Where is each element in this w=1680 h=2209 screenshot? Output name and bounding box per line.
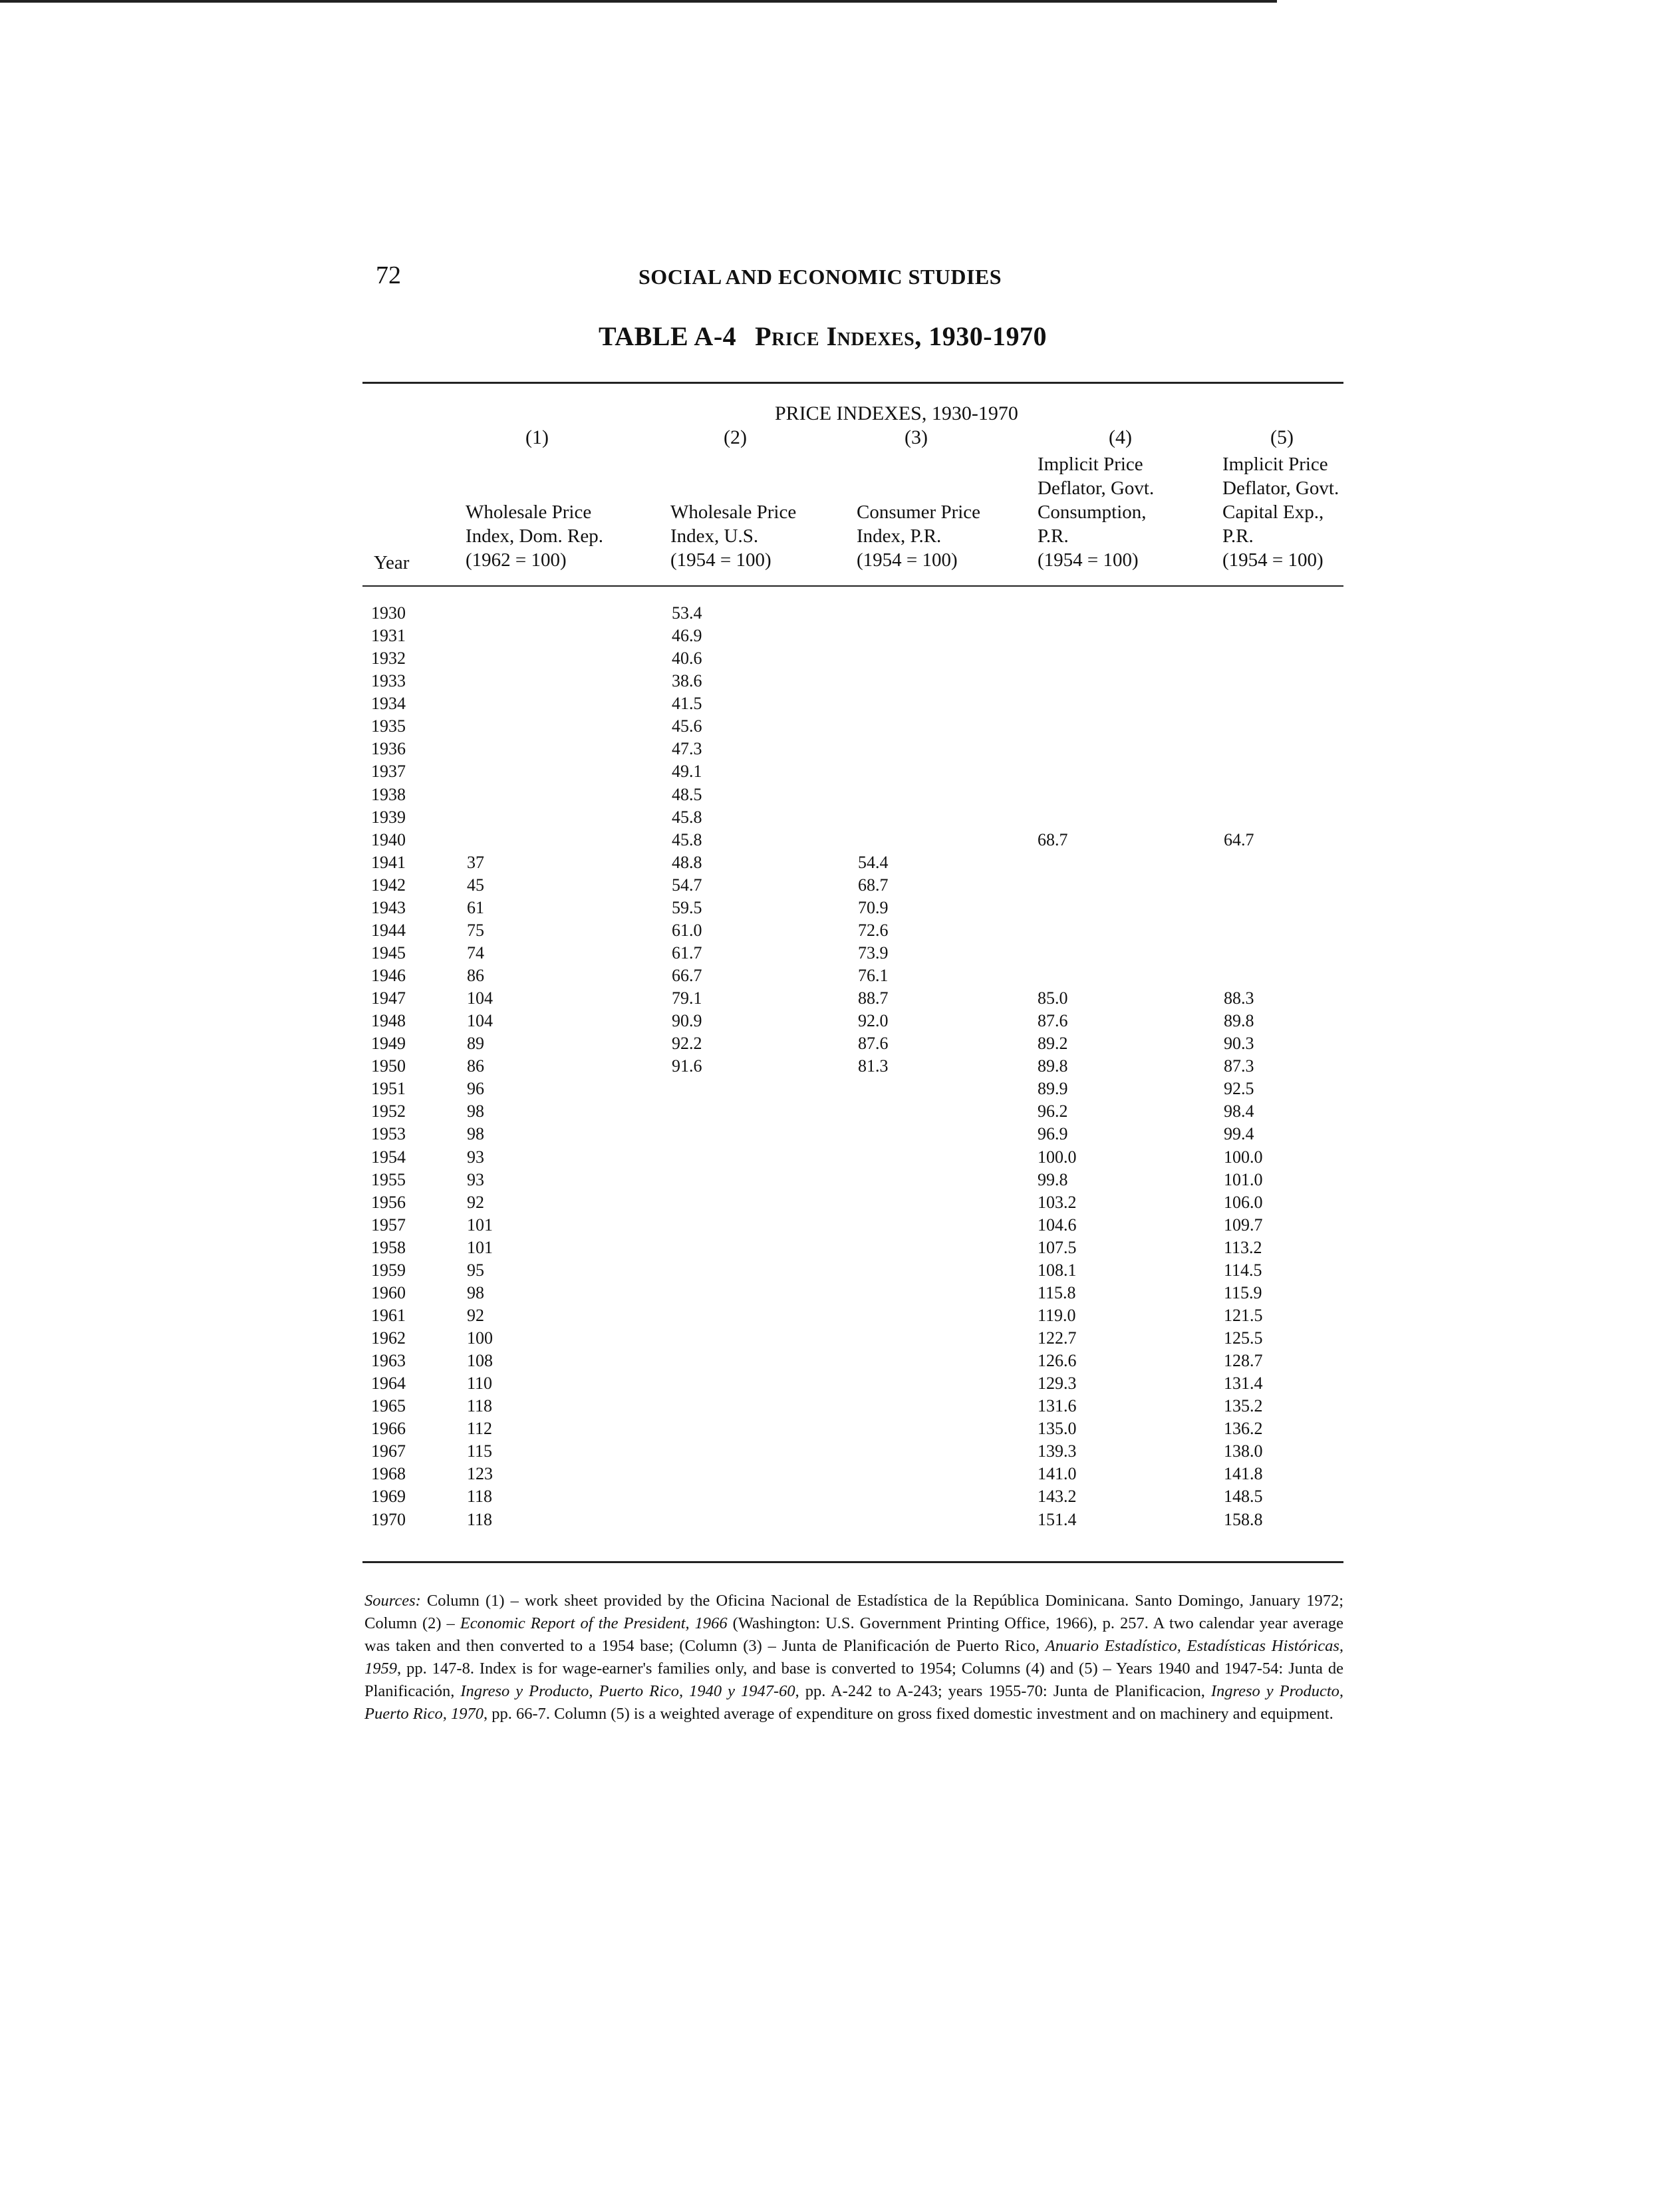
table-cell: 48.5 xyxy=(672,784,702,804)
table-cell xyxy=(858,1123,889,1145)
column-1-header: Wholesale Price Index, Dom. Rep. (1962 = 100) xyxy=(466,502,603,571)
table-cell: 72.6 xyxy=(858,920,889,940)
table-cell xyxy=(1224,670,1263,692)
column-1-number: (1) xyxy=(525,426,549,448)
table-bottom-rule xyxy=(362,1561,1343,1563)
table-cell xyxy=(858,1237,889,1259)
column-4-header: Implicit Price Deflator, Govt. Consumption, P.R. (1954 = 100) xyxy=(1038,454,1155,571)
table-cell: 115 xyxy=(467,1441,493,1461)
table-cell: 40.6 xyxy=(672,649,702,668)
column-2-header: Wholesale Price Index, U.S. (1954 = 100) xyxy=(670,502,797,571)
table-cell: 109.7 xyxy=(1224,1215,1263,1235)
table-cell xyxy=(858,1169,889,1191)
table-cell: 98 xyxy=(467,1124,484,1144)
table-cell: 93 xyxy=(467,1147,484,1167)
year-cell: 1970 xyxy=(371,1509,406,1529)
table-cell: 143.2 xyxy=(1038,1487,1077,1507)
table-cell xyxy=(672,1372,702,1395)
sources-title-2: Anuario Estadístico, Estadísticas Históricas, 1959 xyxy=(364,1637,1343,1678)
table-cell: 92 xyxy=(467,1305,484,1325)
table-cell: 90.3 xyxy=(1224,1034,1254,1054)
column-5-number: (5) xyxy=(1270,426,1294,448)
table-cell xyxy=(1224,715,1263,738)
table-cell: 41.5 xyxy=(672,694,702,714)
table-cell xyxy=(858,1100,889,1123)
table-cell xyxy=(672,1304,702,1327)
table-cell: 100.0 xyxy=(1224,1147,1263,1167)
table-cell: 91.6 xyxy=(672,1056,702,1076)
year-cell: 1941 xyxy=(371,852,406,872)
table-cell: 98 xyxy=(467,1102,484,1121)
table-cell xyxy=(1038,851,1077,874)
table-cell: 99.8 xyxy=(1038,1169,1068,1189)
table-cell: 73.9 xyxy=(858,943,889,962)
table-cell: 96.2 xyxy=(1038,1102,1068,1121)
table-cell xyxy=(1038,784,1077,806)
sources-title-1: Economic Report of the President, 1966 xyxy=(460,1614,728,1632)
table-cell: 98.4 xyxy=(1224,1102,1254,1121)
table-cell: 92.2 xyxy=(672,1034,702,1054)
table-cell: 119.0 xyxy=(1038,1305,1076,1325)
year-cell: 1969 xyxy=(371,1487,406,1507)
table-cell: 129.3 xyxy=(1038,1374,1077,1394)
table-cell: 138.0 xyxy=(1224,1441,1263,1461)
table-cell xyxy=(858,1372,889,1395)
table-cell: 106.0 xyxy=(1224,1192,1263,1212)
table-cell xyxy=(467,602,493,625)
sources-text-4: , pp. A-242 to A-243; years 1955-70: Junta de Planificacion, xyxy=(795,1682,1211,1700)
table-cell xyxy=(858,1327,889,1350)
table-cell: 126.6 xyxy=(1038,1351,1077,1371)
table-cell xyxy=(1224,897,1263,919)
year-cell: 1965 xyxy=(371,1396,406,1416)
table-cell xyxy=(467,760,493,783)
table-cell: 110 xyxy=(467,1374,493,1394)
table-cell xyxy=(672,1259,702,1282)
table-cell: 45.6 xyxy=(672,716,702,736)
year-cell: 1960 xyxy=(371,1282,406,1302)
table-cell: 139.3 xyxy=(1038,1441,1077,1461)
year-cell: 1942 xyxy=(371,875,406,895)
year-cell: 1946 xyxy=(371,966,406,985)
table-cell xyxy=(1224,964,1263,987)
table-title xyxy=(599,321,1047,352)
column-1-values xyxy=(467,602,493,1531)
table-cell: 135.0 xyxy=(1038,1419,1077,1439)
year-cell: 1937 xyxy=(371,762,406,782)
table-cell: 87.6 xyxy=(1038,1011,1068,1031)
sources-text-1: Column (1) – work sheet provided by the Oficina Nacional de Estadística de la República Dominicana. Santo Domingo, January 1972; Column (2) – xyxy=(364,1592,1343,1632)
table-cell xyxy=(858,1259,889,1282)
table-cell xyxy=(1038,647,1077,670)
table-cell: 115.9 xyxy=(1224,1282,1262,1302)
table-cell xyxy=(672,1078,702,1100)
table-cell: 107.5 xyxy=(1038,1237,1077,1257)
table-cell: 68.7 xyxy=(858,875,889,895)
table-cell xyxy=(1038,919,1077,942)
table-cell: 66.7 xyxy=(672,966,702,985)
table-cell xyxy=(858,1463,889,1485)
table-cell xyxy=(1038,602,1077,625)
table-cell: 45 xyxy=(467,875,484,895)
year-cell: 1967 xyxy=(371,1441,406,1461)
year-cell: 1947 xyxy=(371,988,406,1008)
table-title-text: Price Indexes, 1930-1970 xyxy=(755,321,1048,351)
table-cell xyxy=(1224,942,1263,964)
table-cell xyxy=(1224,738,1263,760)
table-cell: 108.1 xyxy=(1038,1260,1077,1280)
table-label: TABLE A-4 xyxy=(599,321,737,351)
table-cell xyxy=(1224,851,1263,874)
year-cell: 1948 xyxy=(371,1011,406,1031)
table-cell: 104 xyxy=(467,1011,493,1031)
table-cell xyxy=(858,1191,889,1214)
table-cell: 88.3 xyxy=(1224,988,1254,1008)
table-cell: 92.5 xyxy=(1224,1079,1254,1099)
year-cell: 1935 xyxy=(371,716,406,736)
year-cell: 1954 xyxy=(371,1147,406,1167)
table-cell: 61 xyxy=(467,897,484,917)
table-cell: 100 xyxy=(467,1328,493,1348)
table-cell xyxy=(1038,806,1077,829)
table-cell xyxy=(1224,692,1263,715)
table-cell xyxy=(467,806,493,829)
table-cell: 148.5 xyxy=(1224,1487,1263,1507)
year-cell: 1956 xyxy=(371,1192,406,1212)
table-cell: 54.7 xyxy=(672,875,702,895)
table-cell xyxy=(672,1214,702,1237)
table-cell xyxy=(858,806,889,829)
table-cell xyxy=(858,1282,889,1304)
table-cell xyxy=(1038,942,1077,964)
table-cell: 112 xyxy=(467,1419,493,1439)
table-cell xyxy=(672,1146,702,1169)
scan-edge-line xyxy=(0,0,1277,3)
table-cell xyxy=(858,784,889,806)
table-cell: 113.2 xyxy=(1224,1237,1262,1257)
table-cell: 89.9 xyxy=(1038,1079,1068,1099)
table-cell xyxy=(1038,715,1077,738)
table-cell xyxy=(858,1078,889,1100)
table-cell: 86 xyxy=(467,1056,484,1076)
sources-label: Sources: xyxy=(364,1592,421,1610)
table-cell xyxy=(858,1350,889,1372)
table-cell xyxy=(467,715,493,738)
table-cell: 141.8 xyxy=(1224,1464,1263,1484)
table-cell xyxy=(467,692,493,715)
year-cell: 1968 xyxy=(371,1464,406,1484)
table-cell: 103.2 xyxy=(1038,1192,1077,1212)
year-cell: 1958 xyxy=(371,1237,406,1257)
running-head: SOCIAL AND ECONOMIC STUDIES xyxy=(638,265,1002,289)
table-cell xyxy=(1224,760,1263,783)
table-cell xyxy=(672,1350,702,1372)
table-cell xyxy=(1038,670,1077,692)
table-cell: 47.3 xyxy=(672,739,702,759)
table-cell: 118 xyxy=(467,1487,493,1507)
table-cell: 87.6 xyxy=(858,1034,889,1054)
table-cell: 45.8 xyxy=(672,829,702,849)
table-cell xyxy=(672,1327,702,1350)
year-cell: 1959 xyxy=(371,1260,406,1280)
table-cell: 75 xyxy=(467,920,484,940)
table-cell: 151.4 xyxy=(1038,1509,1077,1529)
table-cell: 96.9 xyxy=(1038,1124,1068,1144)
sources-text-5: , pp. 66-7. Column (5) is a weighted average of expenditure on gross fixed domestic investment and on machinery and equipment. xyxy=(483,1705,1333,1723)
table-cell: 46.9 xyxy=(672,626,702,646)
table-cell xyxy=(672,1100,702,1123)
table-cell: 68.7 xyxy=(1038,829,1068,849)
table-cell xyxy=(858,670,889,692)
table-cell: 59.5 xyxy=(672,897,702,917)
table-cell: 70.9 xyxy=(858,897,889,917)
column-3-number: (3) xyxy=(905,426,928,448)
table-cell xyxy=(858,738,889,760)
year-cell: 1957 xyxy=(371,1215,406,1235)
table-cell xyxy=(672,1440,702,1463)
year-cell: 1949 xyxy=(371,1034,406,1054)
table-cell xyxy=(467,829,493,851)
year-cell: 1940 xyxy=(371,829,406,849)
table-cell: 92 xyxy=(467,1192,484,1212)
table-header-rule xyxy=(362,585,1343,587)
year-cell: 1936 xyxy=(371,739,406,759)
table-cell xyxy=(858,1146,889,1169)
table-cell xyxy=(1038,897,1077,919)
table-cell xyxy=(672,1463,702,1485)
table-cell: 98 xyxy=(467,1282,484,1302)
table-cell: 121.5 xyxy=(1224,1305,1263,1325)
table-cell: 114.5 xyxy=(1224,1260,1262,1280)
table-cell xyxy=(672,1282,702,1304)
table-cell xyxy=(858,760,889,783)
year-cell: 1952 xyxy=(371,1102,406,1121)
table-cell: 85.0 xyxy=(1038,988,1068,1008)
year-cell: 1943 xyxy=(371,897,406,917)
table-cell: 104.6 xyxy=(1038,1215,1077,1235)
table-cell: 61.7 xyxy=(672,943,702,962)
table-cell: 95 xyxy=(467,1260,484,1280)
table-cell: 131.6 xyxy=(1038,1396,1077,1416)
year-cell: 1945 xyxy=(371,943,406,962)
table-cell xyxy=(858,625,889,647)
sources-title-4: Ingreso y Producto, Puerto Rico, 1970 xyxy=(364,1682,1344,1723)
table-cell: 101.0 xyxy=(1224,1169,1263,1189)
table-cell xyxy=(858,829,889,851)
year-cell: 1953 xyxy=(371,1124,406,1144)
table-cell xyxy=(467,738,493,760)
table-cell: 122.7 xyxy=(1038,1328,1077,1348)
sources-title-3: Ingreso y Producto, Puerto Rico, 1940 y 1947-60 xyxy=(460,1682,795,1700)
table-cell xyxy=(858,1395,889,1417)
table-cell: 79.1 xyxy=(672,988,702,1008)
table-cell: 131.4 xyxy=(1224,1374,1263,1394)
year-cell: 1939 xyxy=(371,807,406,827)
table-cell xyxy=(1224,784,1263,806)
table-cell xyxy=(858,1509,889,1531)
table-cell xyxy=(1038,874,1077,897)
sources-note xyxy=(364,1590,1343,1725)
table-cell: 54.4 xyxy=(858,852,889,872)
table-cell: 76.1 xyxy=(858,966,889,985)
column-5-header: Implicit Price Deflator, Govt. Capital Exp., P.R. (1954 = 100) xyxy=(1222,454,1339,571)
table-cell xyxy=(858,1214,889,1237)
year-cell: 1930 xyxy=(371,603,406,623)
table-cell: 53.4 xyxy=(672,603,702,623)
table-cell xyxy=(1224,919,1263,942)
table-cell xyxy=(858,692,889,715)
table-cell xyxy=(672,1395,702,1417)
year-cell: 1944 xyxy=(371,920,406,940)
table-cell: 37 xyxy=(467,852,484,872)
table-cell xyxy=(1038,760,1077,783)
table-cell: 89.8 xyxy=(1038,1056,1068,1076)
year-cell: 1931 xyxy=(371,626,406,646)
table-cell xyxy=(672,1123,702,1145)
table-cell xyxy=(672,1169,702,1191)
table-cell: 92.0 xyxy=(858,1011,889,1031)
year-column xyxy=(371,602,406,1531)
sources-text-2: (Washington: U.S. Government Printing Office, 1966), p. 257. A two calendar year average was taken and then converted to a 1954 base; (Column (3) – Junta de Planificación de Puerto Rico, xyxy=(364,1614,1344,1655)
table-cell xyxy=(672,1485,702,1508)
year-cell: 1962 xyxy=(371,1328,406,1348)
table-cell xyxy=(1224,874,1263,897)
column-3-values xyxy=(858,602,889,1531)
column-4-number: (4) xyxy=(1109,426,1132,448)
table-cell xyxy=(858,715,889,738)
table-cell: 118 xyxy=(467,1509,493,1529)
year-cell: 1933 xyxy=(371,671,406,691)
table-cell xyxy=(858,647,889,670)
year-cell: 1966 xyxy=(371,1419,406,1439)
column-5-values xyxy=(1224,602,1263,1531)
table-cell: 141.0 xyxy=(1038,1464,1077,1484)
table-cell xyxy=(858,1440,889,1463)
table-cell: 100.0 xyxy=(1038,1147,1077,1167)
table-cell: 99.4 xyxy=(1224,1124,1254,1144)
table-cell: 86 xyxy=(467,966,484,985)
table-cell xyxy=(672,1417,702,1440)
table-cell: 89 xyxy=(467,1034,484,1054)
table-cell xyxy=(858,602,889,625)
table-cell: 38.6 xyxy=(672,671,702,691)
table-cell: 88.7 xyxy=(858,988,889,1008)
year-cell: 1950 xyxy=(371,1056,406,1076)
sources-text-3: , pp. 147-8. Index is for wage-earner's families only, and base is converted to 1954; Columns (4) and (5) – Years 1940 and 1947-54: Junta de Planificación, xyxy=(364,1660,1343,1700)
year-cell: 1961 xyxy=(371,1305,406,1325)
table-cell: 89.2 xyxy=(1038,1034,1068,1054)
table-cell: 104 xyxy=(467,988,493,1008)
table-cell: 108 xyxy=(467,1351,493,1371)
table-cell: 48.8 xyxy=(672,852,702,872)
table-cell: 96 xyxy=(467,1079,484,1099)
table-cell xyxy=(672,1191,702,1214)
table-cell: 125.5 xyxy=(1224,1328,1263,1348)
table-cell xyxy=(1038,738,1077,760)
year-cell: 1934 xyxy=(371,694,406,714)
table-cell xyxy=(1038,964,1077,987)
table-cell xyxy=(1038,625,1077,647)
table-cell: 128.7 xyxy=(1224,1351,1263,1371)
table-cell: 93 xyxy=(467,1169,484,1189)
year-cell: 1951 xyxy=(371,1079,406,1099)
table-cell: 115.8 xyxy=(1038,1282,1076,1302)
table-cell xyxy=(1224,625,1263,647)
table-cell xyxy=(858,1417,889,1440)
year-cell: 1964 xyxy=(371,1374,406,1394)
table-spanner-heading: PRICE INDEXES, 1930-1970 xyxy=(775,402,1018,424)
table-cell xyxy=(1224,806,1263,829)
table-cell xyxy=(672,1509,702,1531)
table-cell: 49.1 xyxy=(672,762,702,782)
table-cell: 158.8 xyxy=(1224,1509,1263,1529)
table-cell: 118 xyxy=(467,1396,493,1416)
page-number: 72 xyxy=(376,261,401,289)
table-cell xyxy=(467,625,493,647)
year-cell: 1955 xyxy=(371,1169,406,1189)
column-3-header: Consumer Price Index, P.R. (1954 = 100) xyxy=(857,502,981,571)
table-cell: 101 xyxy=(467,1215,493,1235)
table-cell xyxy=(1038,692,1077,715)
table-cell: 45.8 xyxy=(672,807,702,827)
year-cell: 1963 xyxy=(371,1351,406,1371)
table-cell: 81.3 xyxy=(858,1056,889,1076)
table-cell: 123 xyxy=(467,1464,493,1484)
table-cell xyxy=(467,670,493,692)
table-top-rule xyxy=(362,382,1343,384)
table-cell xyxy=(672,1237,702,1259)
table-cell xyxy=(1224,602,1263,625)
column-2-number: (2) xyxy=(724,426,747,448)
year-cell: 1932 xyxy=(371,649,406,668)
column-2-values xyxy=(672,602,702,1531)
table-cell xyxy=(858,1304,889,1327)
table-cell: 136.2 xyxy=(1224,1419,1263,1439)
table-cell xyxy=(858,1485,889,1508)
column-4-values xyxy=(1038,602,1077,1531)
table-cell: 87.3 xyxy=(1224,1056,1254,1076)
table-cell xyxy=(1224,647,1263,670)
table-cell: 101 xyxy=(467,1237,493,1257)
table-cell: 135.2 xyxy=(1224,1396,1263,1416)
table-cell: 89.8 xyxy=(1224,1011,1254,1031)
table-cell: 90.9 xyxy=(672,1011,702,1031)
table-cell xyxy=(467,647,493,670)
table-cell: 64.7 xyxy=(1224,829,1254,849)
table-cell: 61.0 xyxy=(672,920,702,940)
year-column-header: Year xyxy=(374,552,410,573)
table-cell: 74 xyxy=(467,943,484,962)
year-cell: 1938 xyxy=(371,784,406,804)
table-cell xyxy=(467,784,493,806)
